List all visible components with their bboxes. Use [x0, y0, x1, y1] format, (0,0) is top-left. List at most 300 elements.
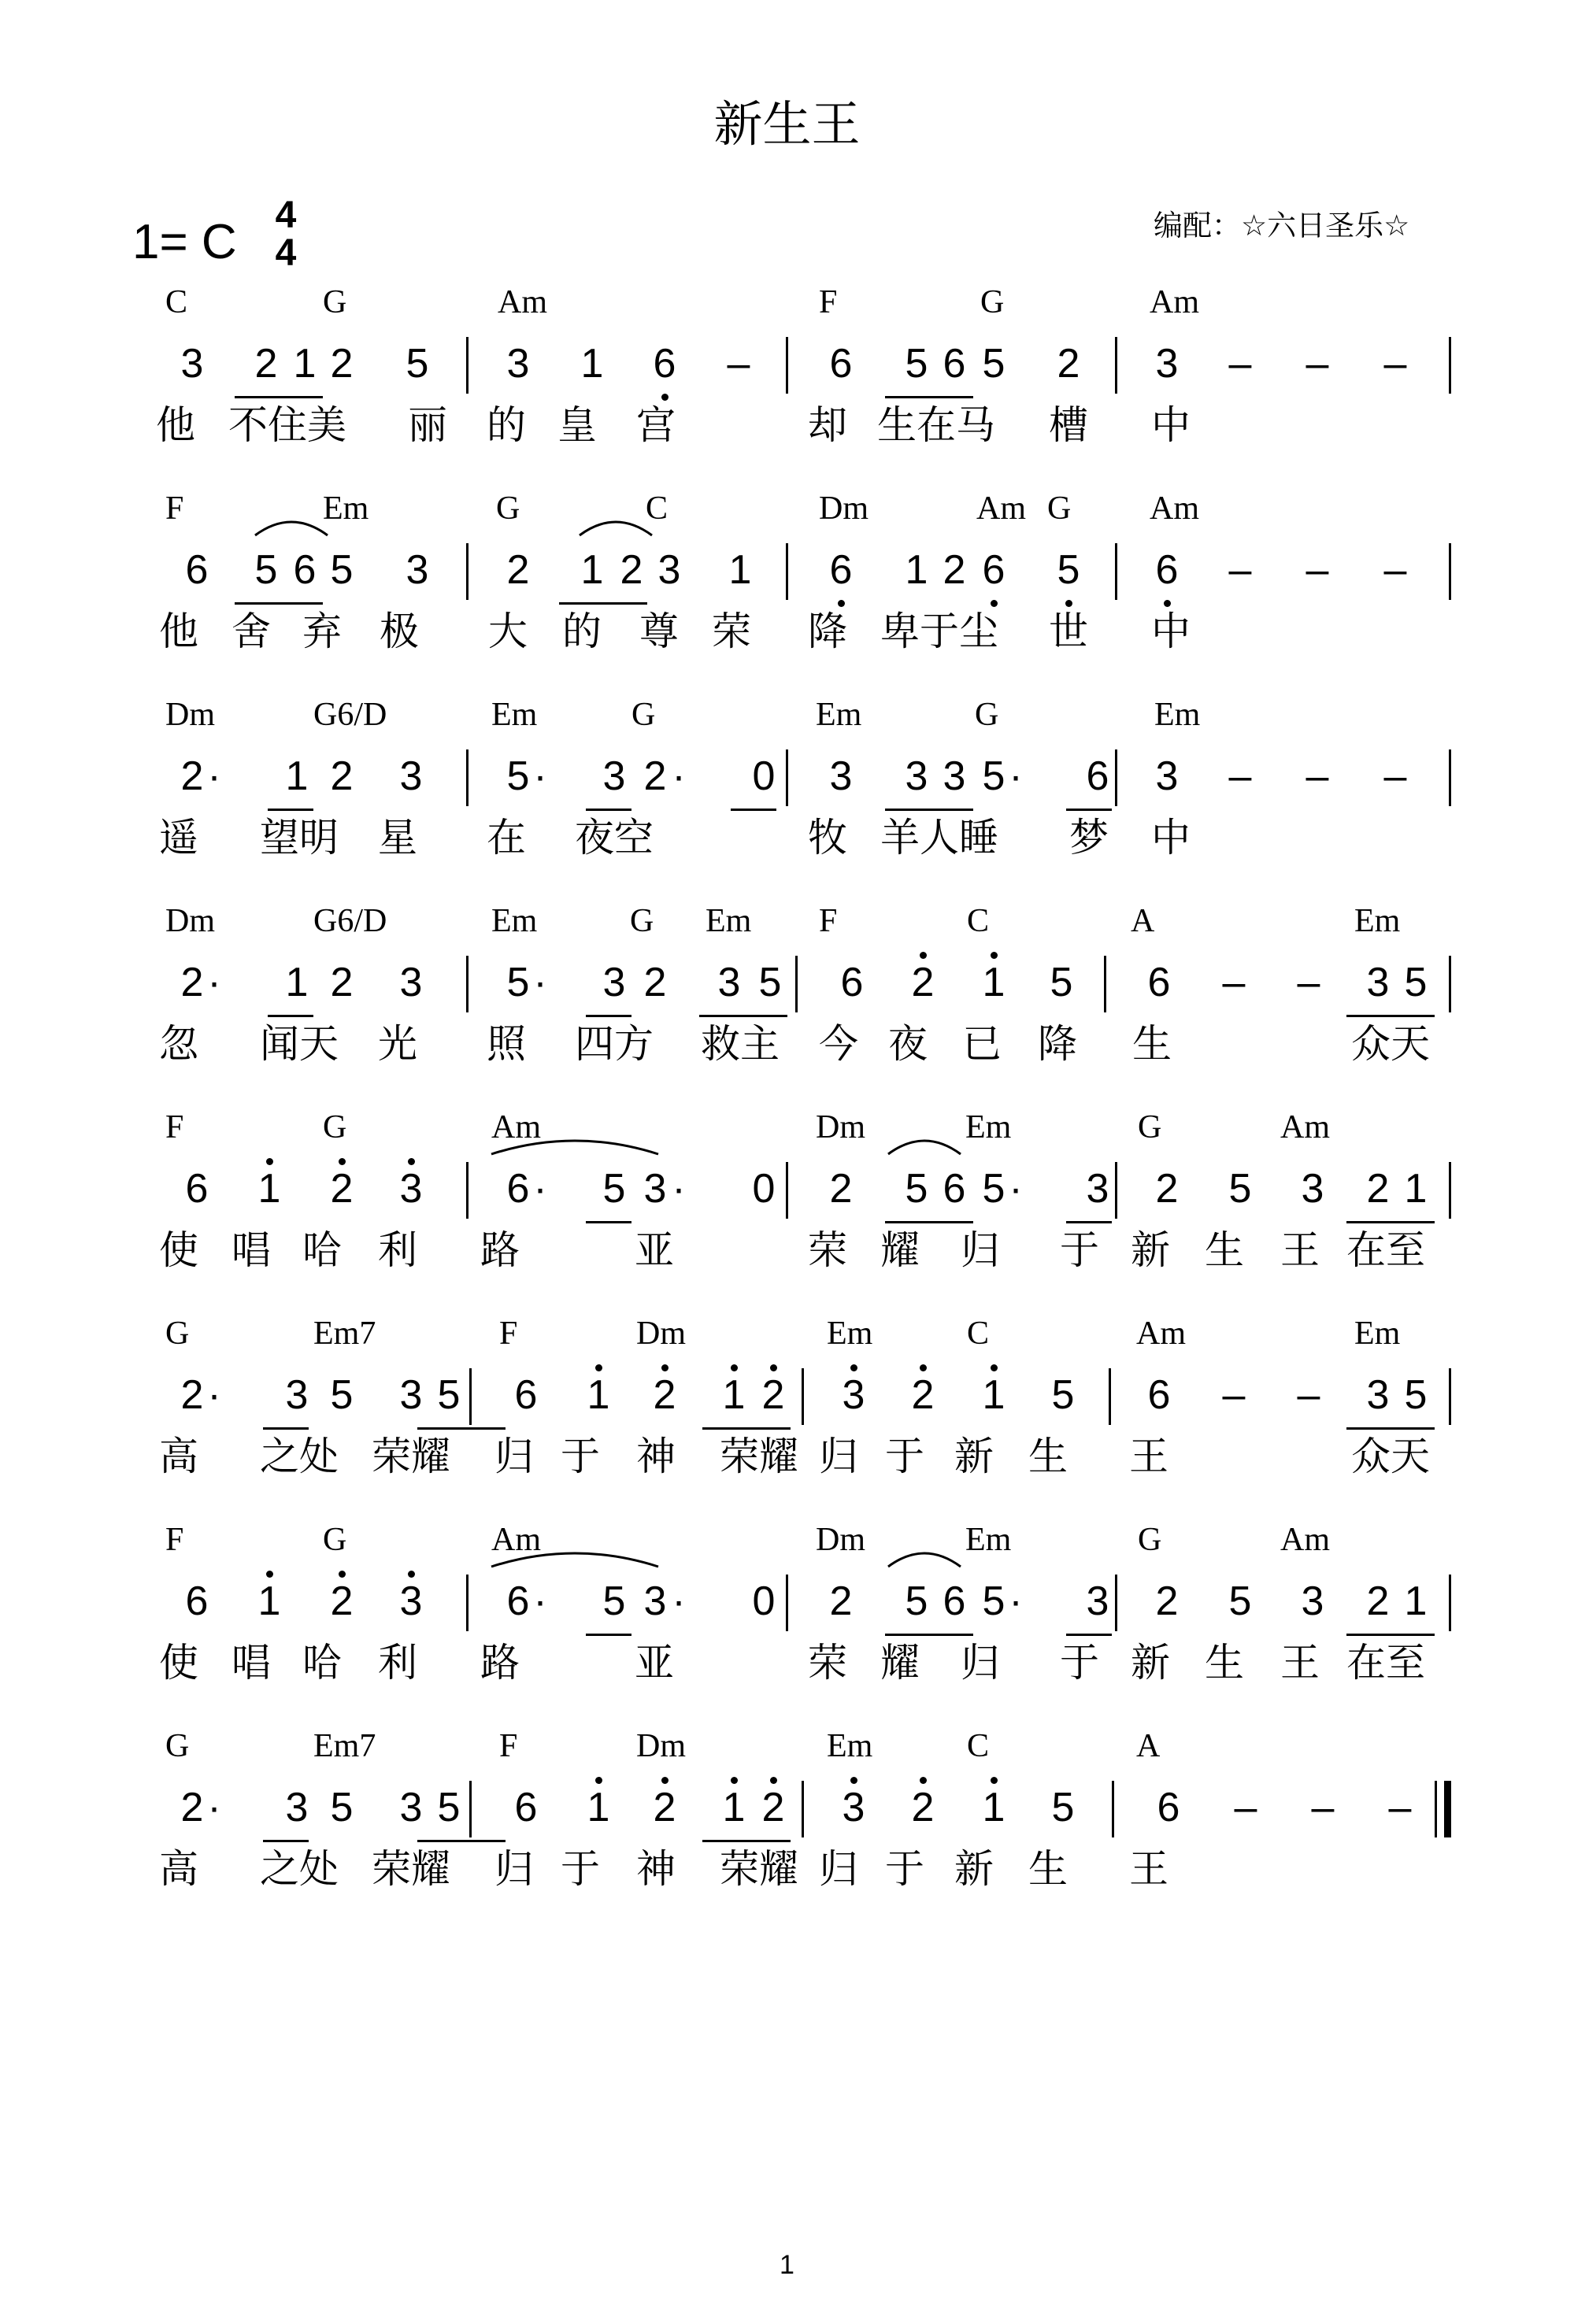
note: 5: [1051, 1372, 1075, 1418]
chord-symbol: G6/D: [313, 697, 387, 733]
dash-note: –: [1222, 960, 1246, 1005]
eighth-underline: [235, 602, 323, 605]
barline: [802, 1781, 804, 1837]
system-2: [0, 490, 1574, 694]
note: 5: [982, 1578, 1006, 1624]
chord-symbol: Em: [816, 697, 862, 733]
barline: [1449, 337, 1451, 394]
augmentation-dot: ·: [533, 1578, 547, 1624]
note: 5: [1228, 1166, 1252, 1212]
chord-symbol: G: [1138, 1109, 1162, 1145]
chord-symbol: G: [975, 697, 999, 733]
barline: [1115, 1575, 1117, 1631]
lyric-syllable: 于: [885, 1434, 924, 1479]
slur-tie: [254, 513, 329, 537]
eighth-underline: [268, 1015, 313, 1017]
high-octave-dot: [661, 1777, 668, 1784]
augmentation-dot: ·: [533, 1166, 547, 1212]
note: 1: [722, 1372, 746, 1418]
eighth-underline: [731, 809, 776, 811]
note: 0: [752, 1578, 776, 1624]
chord-symbol: G: [980, 284, 1005, 320]
system-1: [0, 283, 1574, 488]
lyric-syllable: 闻天: [260, 1021, 339, 1067]
barline: [786, 337, 788, 394]
dash-note: –: [1234, 1785, 1257, 1830]
note: 5: [1404, 1372, 1428, 1418]
chord-symbol: C: [967, 903, 990, 939]
barline: [1115, 749, 1117, 806]
lyric-syllable: 弃: [302, 609, 342, 654]
note: 2: [1366, 1166, 1390, 1212]
time-signature-top: 4: [275, 194, 297, 236]
note: 3: [1086, 1578, 1109, 1624]
lyric-syllable: 生: [1028, 1846, 1068, 1892]
lyric-syllable: 生在马: [877, 402, 995, 448]
high-octave-dot: [339, 1571, 346, 1578]
chord-symbol: G: [323, 284, 347, 320]
chord-symbol: Em7: [313, 1316, 376, 1352]
lyric-syllable: 尊: [639, 609, 679, 654]
high-octave-dot: [266, 1158, 273, 1165]
final-barline-thin: [1435, 1781, 1437, 1837]
barline: [1104, 956, 1106, 1012]
note: 2: [330, 753, 354, 799]
lyric-syllable: 众天: [1351, 1021, 1430, 1067]
high-octave-dot: [339, 1158, 346, 1165]
chord-symbol: G: [631, 697, 656, 733]
chord-symbol: Am: [1136, 1316, 1186, 1352]
lyric-syllable: 耀: [880, 1227, 920, 1273]
lyric-syllable: 生: [1028, 1434, 1068, 1479]
note: 5: [1057, 547, 1080, 593]
eighth-underline: [417, 1427, 506, 1430]
barline: [1115, 543, 1117, 600]
system-8: [0, 1727, 1574, 1932]
note: 6: [506, 1166, 530, 1212]
lyric-syllable: 救主: [701, 1021, 780, 1067]
note: 6: [840, 960, 864, 1005]
lyric-syllable: 耀: [880, 1640, 920, 1686]
eighth-underline: [235, 396, 323, 398]
chord-symbol: G: [165, 1728, 190, 1764]
chord-symbol: Em: [827, 1316, 873, 1352]
chord-symbol: G: [496, 490, 520, 527]
note: 6: [653, 341, 676, 387]
high-octave-dot: [770, 1364, 777, 1371]
lyric-syllable: 的: [562, 609, 602, 654]
chord-symbol: F: [499, 1316, 518, 1352]
barline: [1449, 543, 1451, 600]
high-octave-dot: [266, 1571, 273, 1578]
note: 3: [399, 1166, 423, 1212]
chord-symbol: Dm: [636, 1316, 686, 1352]
lyric-syllable: 王: [1280, 1640, 1320, 1686]
eighth-underline: [263, 1427, 309, 1430]
chord-symbol: Am: [1150, 284, 1199, 320]
eighth-underline: [586, 1634, 631, 1636]
dash-note: –: [1388, 1785, 1412, 1830]
lyric-syllable: 在至: [1346, 1640, 1425, 1686]
lyric-syllable: 众天: [1351, 1434, 1430, 1479]
slur-tie: [887, 1132, 962, 1156]
system-4: [0, 902, 1574, 1107]
eighth-underline: [268, 809, 313, 811]
barline: [466, 1162, 468, 1219]
lyric-syllable: 归: [494, 1846, 534, 1892]
high-octave-dot: [595, 1364, 602, 1371]
note: 6: [514, 1785, 538, 1830]
lyric-syllable: 神: [636, 1846, 676, 1892]
lyric-syllable: 世: [1049, 609, 1088, 654]
augmentation-dot: ·: [533, 960, 547, 1005]
barline: [786, 543, 788, 600]
note: 5: [1228, 1578, 1252, 1624]
chord-symbol: C: [165, 284, 188, 320]
lyric-syllable: 遥: [159, 815, 198, 860]
barline: [1449, 749, 1451, 806]
eighth-underline: [586, 809, 631, 811]
note: 6: [829, 547, 853, 593]
note: 2: [761, 1372, 785, 1418]
note: 3: [399, 1372, 423, 1418]
barline: [795, 956, 798, 1012]
eighth-underline: [1066, 1634, 1112, 1636]
lyric-syllable: 荣耀: [372, 1846, 450, 1892]
eighth-underline: [1346, 1221, 1435, 1223]
high-octave-dot: [991, 1364, 998, 1371]
chord-symbol: G: [323, 1109, 347, 1145]
note: 2: [180, 1372, 204, 1418]
lyric-syllable: 四方: [575, 1021, 654, 1067]
lyric-syllable: 照: [487, 1021, 526, 1067]
note: 6: [1155, 547, 1179, 593]
chord-symbol: Am: [976, 490, 1026, 527]
note: 2: [1155, 1166, 1179, 1212]
note: 3: [180, 341, 204, 387]
lyric-syllable: 王: [1129, 1846, 1168, 1892]
lyric-syllable: 神: [636, 1434, 676, 1479]
note: 6: [293, 547, 317, 593]
augmentation-dot: ·: [672, 1166, 686, 1212]
high-octave-dot: [408, 1158, 415, 1165]
lyric-syllable: 中: [1151, 609, 1191, 654]
lyric-syllable: 路: [480, 1227, 520, 1273]
high-octave-dot: [408, 1571, 415, 1578]
chord-symbol: F: [165, 1522, 184, 1558]
dash-note: –: [1305, 341, 1329, 387]
slur-tie: [490, 1132, 660, 1156]
high-octave-dot: [731, 1777, 738, 1784]
note: 5: [982, 1166, 1006, 1212]
note: 1: [1404, 1578, 1428, 1624]
note: 3: [602, 960, 626, 1005]
note: 1: [905, 547, 928, 593]
lyric-syllable: 新: [954, 1434, 994, 1479]
note: 3: [506, 341, 530, 387]
note: 1: [722, 1785, 746, 1830]
lyric-syllable: 不住美: [228, 402, 346, 448]
barline: [466, 543, 468, 600]
note: 2: [330, 960, 354, 1005]
note: 2: [1155, 1578, 1179, 1624]
barline: [469, 1781, 472, 1837]
lyric-syllable: 他: [156, 402, 195, 448]
note: 2: [180, 1785, 204, 1830]
lyric-syllable: 今: [819, 1021, 858, 1067]
augmentation-dot: ·: [207, 753, 221, 799]
note: 3: [399, 1785, 423, 1830]
note: 3: [643, 1166, 667, 1212]
eighth-underline: [559, 602, 647, 605]
augmentation-dot: ·: [533, 753, 547, 799]
note: 1: [580, 547, 604, 593]
note: 1: [293, 341, 317, 387]
high-octave-dot: [661, 1364, 668, 1371]
dash-note: –: [1383, 341, 1407, 387]
chord-symbol: Em: [1154, 697, 1201, 733]
note: 6: [185, 1578, 209, 1624]
lyric-syllable: 荣: [808, 1227, 847, 1273]
dash-note: –: [727, 341, 750, 387]
note: 3: [285, 1372, 309, 1418]
lyric-syllable: 使: [159, 1640, 198, 1686]
lyric-syllable: 归: [819, 1434, 858, 1479]
lyric-syllable: 他: [159, 609, 198, 654]
note: 2: [1366, 1578, 1390, 1624]
chord-symbol: Am: [491, 1522, 541, 1558]
high-octave-dot: [920, 1777, 927, 1784]
note: 6: [514, 1372, 538, 1418]
chord-symbol: Em: [1354, 903, 1401, 939]
note: 5: [330, 1785, 354, 1830]
lyric-syllable: 在: [487, 815, 526, 860]
chord-symbol: Dm: [816, 1109, 865, 1145]
note: 5: [506, 960, 530, 1005]
lyric-syllable: 却: [808, 402, 847, 448]
note: 5: [254, 547, 278, 593]
lyric-syllable: 于: [561, 1434, 600, 1479]
high-octave-dot: [770, 1777, 777, 1784]
chord-symbol: G: [630, 903, 654, 939]
lyric-syllable: 降: [1038, 1021, 1077, 1067]
barline: [1449, 1162, 1451, 1219]
lyric-syllable: 降: [808, 609, 847, 654]
page-number: 1: [780, 2250, 794, 2280]
note: 5: [1051, 1785, 1075, 1830]
lyric-syllable: 生: [1132, 1021, 1172, 1067]
note: 5: [905, 1578, 928, 1624]
lyric-syllable: 新: [1131, 1640, 1170, 1686]
note: 2: [653, 1372, 676, 1418]
note: 2: [643, 753, 667, 799]
chord-symbol: Dm: [819, 490, 868, 527]
lyric-syllable: 夜空: [575, 815, 654, 860]
lyric-syllable: 利: [378, 1640, 417, 1686]
note: 5: [406, 341, 429, 387]
lyric-syllable: 卑于尘: [880, 609, 998, 654]
arranger-credit: 编配：☆六日圣乐☆: [1154, 209, 1410, 242]
lyric-syllable: 于: [885, 1846, 924, 1892]
note: 3: [943, 753, 966, 799]
note: 3: [285, 1785, 309, 1830]
eighth-underline: [702, 1427, 791, 1430]
note: 3: [905, 753, 928, 799]
augmentation-dot: ·: [1009, 753, 1023, 799]
dash-note: –: [1383, 753, 1407, 799]
chord-symbol: Em: [323, 490, 369, 527]
note: 3: [842, 1372, 865, 1418]
lyric-syllable: 生: [1205, 1227, 1244, 1273]
lyric-syllable: 唱: [231, 1640, 271, 1686]
note: 3: [643, 1578, 667, 1624]
note: 5: [602, 1166, 626, 1212]
eighth-underline: [1066, 809, 1112, 811]
barline: [1449, 1575, 1451, 1631]
augmentation-dot: ·: [672, 1578, 686, 1624]
lyric-syllable: 的: [487, 402, 526, 448]
note: 5: [982, 753, 1006, 799]
chord-symbol: Am: [1280, 1522, 1330, 1558]
barline: [466, 956, 468, 1012]
note: 3: [399, 960, 423, 1005]
note: 0: [752, 1166, 776, 1212]
lyric-syllable: 荣: [712, 609, 751, 654]
chord-symbol: Em: [965, 1109, 1012, 1145]
lyric-syllable: 荣: [808, 1640, 847, 1686]
lyric-syllable: 光: [378, 1021, 417, 1067]
eighth-underline: [263, 1840, 309, 1842]
note: 2: [330, 1578, 354, 1624]
note: 6: [1157, 1785, 1180, 1830]
lyric-syllable: 槽: [1049, 402, 1088, 448]
chord-symbol: Am: [1280, 1109, 1330, 1145]
barline: [786, 1575, 788, 1631]
barline: [1449, 956, 1451, 1012]
dash-note: –: [1297, 960, 1320, 1005]
chord-symbol: Em: [491, 903, 538, 939]
lyric-syllable: 荣耀: [720, 1846, 798, 1892]
note: 2: [911, 960, 935, 1005]
chord-symbol: Em7: [313, 1728, 376, 1764]
barline: [1115, 337, 1117, 394]
chord-symbol: F: [819, 903, 838, 939]
note: 3: [1086, 1166, 1109, 1212]
dash-note: –: [1228, 341, 1252, 387]
dash-note: –: [1228, 753, 1252, 799]
dash-note: –: [1311, 1785, 1335, 1830]
note: 6: [943, 1578, 966, 1624]
dash-note: –: [1228, 547, 1252, 593]
chord-symbol: F: [165, 1109, 184, 1145]
note: 2: [943, 547, 966, 593]
note: 6: [1086, 753, 1109, 799]
chord-symbol: Em: [491, 697, 538, 733]
augmentation-dot: ·: [207, 1785, 221, 1830]
lyric-syllable: 羊人睡: [880, 815, 998, 860]
eighth-underline: [885, 809, 973, 811]
lyric-syllable: 星: [378, 815, 417, 860]
augmentation-dot: ·: [1009, 1166, 1023, 1212]
system-6: [0, 1315, 1574, 1519]
note: 2: [653, 1785, 676, 1830]
chord-symbol: C: [967, 1728, 990, 1764]
chord-symbol: Em: [827, 1728, 873, 1764]
slur-tie: [578, 513, 654, 537]
barline: [1449, 1368, 1451, 1425]
high-octave-dot: [850, 1364, 857, 1371]
note: 2: [911, 1372, 935, 1418]
note: 6: [185, 1166, 209, 1212]
lyric-syllable: 唱: [231, 1227, 271, 1273]
chord-symbol: Dm: [816, 1522, 865, 1558]
final-barline-thick: [1444, 1781, 1451, 1837]
note: 2: [330, 341, 354, 387]
note: 3: [1155, 341, 1179, 387]
barline: [469, 1368, 472, 1425]
lyric-syllable: 大: [488, 609, 528, 654]
note: 6: [943, 1166, 966, 1212]
high-octave-dot: [920, 952, 927, 959]
note: 2: [330, 1166, 354, 1212]
lyric-syllable: 舍: [231, 609, 271, 654]
lyric-syllable: 路: [480, 1640, 520, 1686]
note: 5: [982, 341, 1006, 387]
lyric-syllable: 已: [962, 1021, 1002, 1067]
note: 3: [406, 547, 429, 593]
note: 2: [1057, 341, 1080, 387]
eighth-underline: [417, 1840, 506, 1842]
augmentation-dot: ·: [1009, 1578, 1023, 1624]
note: 2: [911, 1785, 935, 1830]
note: 3: [1301, 1578, 1324, 1624]
chord-symbol: F: [499, 1728, 518, 1764]
chord-symbol: G: [1047, 490, 1072, 527]
note: 3: [1301, 1166, 1324, 1212]
dash-note: –: [1222, 1372, 1246, 1418]
augmentation-dot: ·: [207, 1372, 221, 1418]
chord-symbol: Am: [491, 1109, 541, 1145]
eighth-underline: [1346, 1015, 1435, 1017]
lyric-syllable: 在至: [1346, 1227, 1425, 1273]
chord-symbol: Dm: [636, 1728, 686, 1764]
note: 5: [905, 1166, 928, 1212]
barline: [1115, 1162, 1117, 1219]
note: 2: [761, 1785, 785, 1830]
lyric-syllable: 高: [159, 1434, 198, 1479]
lyric-syllable: 荣耀: [372, 1434, 450, 1479]
note: 6: [829, 341, 853, 387]
note: 2: [506, 547, 530, 593]
chord-symbol: Am: [1150, 490, 1199, 527]
chord-symbol: Em: [706, 903, 752, 939]
note: 1: [580, 341, 604, 387]
lyric-syllable: 皇: [557, 402, 597, 448]
high-octave-dot: [595, 1777, 602, 1784]
chord-symbol: G6/D: [313, 903, 387, 939]
note: 1: [1404, 1166, 1428, 1212]
chord-symbol: Dm: [165, 903, 215, 939]
song-title: 新生王: [713, 95, 861, 153]
lyric-syllable: 生: [1205, 1640, 1244, 1686]
lyric-syllable: 夜: [888, 1021, 928, 1067]
lyric-syllable: 极: [380, 609, 419, 654]
barline: [466, 1575, 468, 1631]
lyric-syllable: 宫: [636, 402, 676, 448]
lyric-syllable: 于: [1060, 1640, 1099, 1686]
note: 3: [1366, 1372, 1390, 1418]
high-octave-dot: [991, 952, 998, 959]
